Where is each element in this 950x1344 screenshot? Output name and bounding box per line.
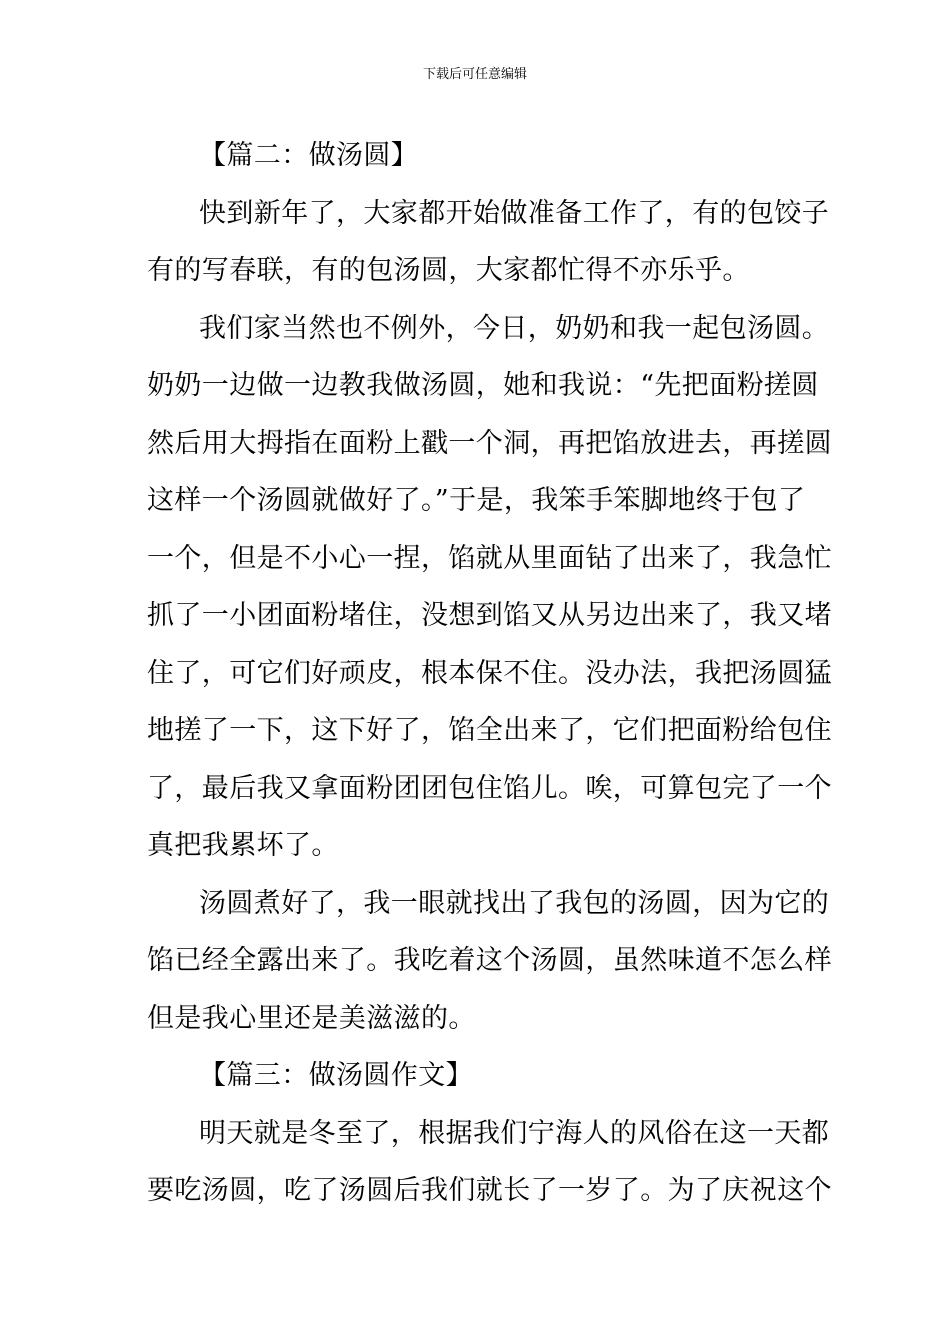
text-line: 了，最后我又拿面粉团团包住馅儿。唉，可算包完了一个 — [147, 772, 832, 804]
text-line: 奶奶一边做一边教我做汤圆，她和我说：“先把面粉搓圆 — [147, 370, 819, 401]
text-line: 我们家当然也不例外，今日，奶奶和我一起包汤圆。 — [199, 312, 830, 344]
text-line: 真把我累坏了。 — [147, 830, 339, 861]
text-line: 住了，可它们好顽皮，根本保不住。没办法，我把汤圆猛 — [147, 657, 832, 689]
text-line: 明天就是冬至了，根据我们宁海人的风俗在这一天都 — [199, 1117, 830, 1149]
text-line: 抓了一小团面粉堵住，没想到馅又从另边出来了，我又堵 — [147, 600, 832, 631]
text-line: 有的写春联，有的包汤圆，大家都忙得不亦乐乎。 — [147, 255, 750, 286]
text-line: 这样一个汤圆就做好了。”于是，我笨手笨脚地终于包了 — [147, 485, 806, 516]
text-line: 要吃汤圆，吃了汤圆后我们就长了一岁了。为了庆祝这个 — [147, 1175, 832, 1206]
text-line: 馅已经全露出来了。我吃着这个汤圆，虽然味道不怎么样 — [147, 945, 832, 976]
text-line: 地搓了一下，这下好了，馅全出来了，它们把面粉给包住 — [147, 715, 832, 746]
text-line: 但是我心里还是美滋滋的。 — [147, 1002, 476, 1034]
text-line: 然后用大拇指在面粉上戳一个洞，再把馅放进去，再搓圆 — [147, 427, 832, 459]
text-line: 汤圆煮好了，我一眼就找出了我包的汤圆，因为它的 — [199, 887, 830, 919]
section-heading-3: 【篇三：做汤圆作文】 — [199, 1060, 473, 1091]
document-body — [147, 127, 832, 1220]
text-line: 快到新年了，大家都开始做准备工作了，有的包饺子 — [199, 197, 830, 229]
page-header: 下载后可任意编辑 — [422, 67, 527, 82]
text-line: 一个，但是不小心一捏，馅就从里面钻了出来了，我急忙 — [147, 542, 832, 574]
section-heading-2: 【篇二：做汤圆】 — [199, 140, 419, 171]
